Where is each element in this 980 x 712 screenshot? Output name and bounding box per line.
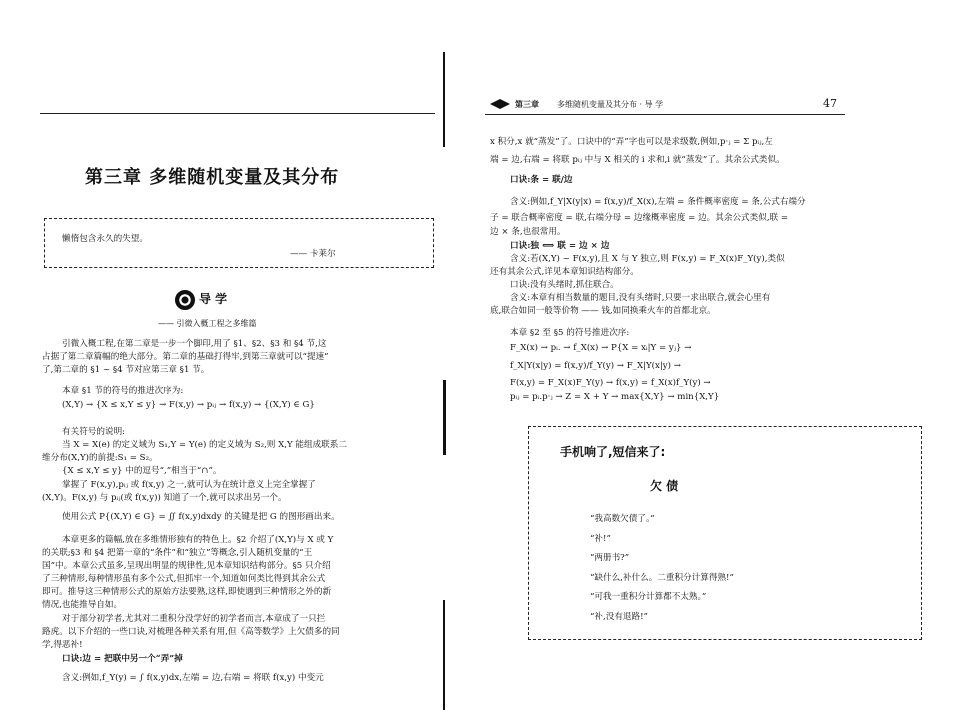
mnemonic-line: 口诀:边 = 把联中另一个“弄”掉 — [62, 654, 183, 664]
text-line: 还有其余公式,详见本章知识结构部分。 — [490, 267, 639, 277]
formula-line: (X,Y) → {X ≤ x,Y ≤ y} → F(x,y) → pᵢⱼ → f(x,y) → {(X,Y) ∈ G} — [62, 400, 315, 410]
formula-line: F(x,y) = F_X(x)F_Y(y) → f(x,y) = f_X(x)f_Y(y) → — [510, 378, 711, 388]
text-line: 占据了第二章篇幅的绝大部分。第二章的基础打得牢,到第三章就可以“提速” — [42, 352, 329, 362]
sms-subtitle: 欠 债 — [650, 479, 679, 493]
text-line: (X,Y)。F(x,y) 与 pᵢⱼ(或 f(x,y)) 知道了一个,就可以求出另一个。 — [42, 493, 287, 503]
text-line: 底,联合如同一般等价物 —— 钱,如同换乘火车的首都北京。 — [490, 306, 716, 316]
text-line: 的关联;§3 和 §4 把第一章的“条件”和“独立”等概念,引人随机变量的“王 — [42, 548, 313, 558]
guide-heading: 导 学 — [199, 292, 228, 306]
text-line: x 积分,x 就“蒸发”了。口诀中的“弄”字也可以是求级数,例如,p·ⱼ = Σ pᵢⱼ,左 — [490, 137, 773, 147]
text-line: 本章 §1 节的符号的推进次序为: — [62, 386, 184, 396]
text-line: 了三种情形,每种情形虽有多个公式,但抓牢一个,知道如何类比得到其余公式 — [42, 574, 326, 584]
header-title: 多维随机变量及其分布 · 导 学 — [557, 100, 664, 109]
sms-line: “两册书?” — [590, 553, 630, 563]
right-page — [445, 0, 980, 712]
text-line: 学,得恶补! — [42, 640, 83, 650]
sms-title: 手机响了,短信来了: — [560, 445, 666, 459]
text-line: 维分布(X,Y)的前提:S₁ = S₂。 — [42, 453, 158, 463]
top-rule — [40, 113, 435, 114]
graduation-cap-icon — [490, 99, 510, 109]
formula-line: f_X|Y(x|y) = f(x,y)/f_Y(y) → F_X|Y(x|y) → — [510, 361, 681, 371]
mnemonic-line: 口诀:独 ⟺ 联 = 边 × 边 — [510, 241, 610, 251]
text-line: 使用公式 P{(X,Y) ∈ G} = ∬ f(x,y)dxdy 的关键是把 G 的图形画出来。 — [62, 512, 340, 522]
text-line: 口诀:没有头绪时,抓住联合。 — [510, 280, 619, 290]
text-line: 本章 §2 至 §5 的符号推进次序: — [510, 328, 630, 338]
mnemonic-line: 口诀:条 = 联/边 — [510, 175, 573, 185]
formula-line: F_X(x) → pᵢ. → f_X(x) → P{X = xᵢ|Y = yⱼ} → — [510, 343, 692, 353]
sms-line: “缺什么,补什么。二重积分计算得熟!” — [590, 573, 734, 583]
text-line: {X ≤ x,Y ≤ y} 中的逗号“,”相当于“∩”。 — [62, 466, 222, 476]
page-number: 47 — [823, 97, 837, 110]
text-line: 国”中。本章公式虽多,呈现出明显的规律性,见本章知识结构部分。§5 只介绍 — [42, 561, 331, 571]
header-rule — [485, 114, 845, 115]
sms-line: “补,没有退路!” — [590, 612, 648, 622]
text-line: 含义:本章有相当数量的题目,没有头绪时,只要一求出联合,就会心里有 — [510, 293, 771, 303]
sms-line: “可我一重积分计算都不太熟。” — [590, 592, 707, 602]
text-line: 含义:若(X,Y) ~ F(x,y),且 X 与 Y 独立,则 F(x,y) = F_X(x)F_Y(y),类似 — [510, 254, 785, 264]
sms-line: “补!” — [590, 534, 611, 544]
text-line: 当 X = X(e) 的定义域为 S₁,Y = Y(e) 的定义域为 S₂,则 X,Y 能组成联系二 — [62, 440, 347, 450]
sms-line: “我高数欠债了。” — [590, 514, 655, 524]
text-line: 含义:例如,f_Y|X(y|x) = f(x,y)/f_X(x),左端 = 条件概率密度 = 条,公式右端分 — [510, 197, 806, 207]
compass-icon — [175, 290, 195, 310]
text-line: 引微入概工程,在第二章是一步一个脚印,用了 §1、§2、§3 和 §4 节,这 — [62, 339, 327, 349]
epigraph-text: 懒惰包含永久的失望。 — [62, 234, 148, 244]
text-line: 了,第二章的 §1 ~ §4 节对应第三章 §1 节。 — [42, 365, 210, 375]
text-line: 端 = 边,右端 = 将联 pᵢⱼ 中与 X 相关的 i 求和,i 就“蒸发”了。其余公式类似。 — [490, 155, 785, 165]
header-chapter: 第三章 — [515, 99, 539, 109]
text-line: 本章更多的篇幅,放在多维情形独有的特色上。§2 介绍了(X,Y)与 X 或 Y — [62, 535, 334, 545]
text-line: 情况,也能推导自如。 — [42, 600, 123, 610]
text-line: 边 × 条,也很常用。 — [490, 227, 566, 237]
text-line: 有关符号的说明: — [62, 427, 126, 437]
chapter-title: 第三章 多维随机变量及其分布 — [85, 167, 340, 188]
guide-subtitle: —— 引微入概工程之多维篇 — [158, 319, 257, 328]
text-line: 路虎。以下介绍的一些口诀,对梳理各种关系有用,但《高等数学》上欠债多的同 — [42, 627, 340, 637]
text-line: 含义:例如,f_Y(y) = ∫ f(x,y)dx,左端 = 边,右端 = 将联 f(x,y) 中变元 — [62, 673, 324, 683]
text-line: 即可。推导这三种情形公式的原始方法要熟,这样,即使遇到三种情形之外的新 — [42, 587, 332, 597]
left-page — [0, 0, 440, 712]
text-line: 子 = 联合概率密度 = 联,右端分母 = 边缘概率密度 = 边。其余公式类似,联 = — [490, 213, 789, 223]
text-line: 对于部分初学者,尤其对二重积分没学好的初学者而言,本章成了一只拦 — [62, 614, 326, 624]
text-line: 掌握了 F(x,y),pᵢⱼ 或 f(x,y) 之一,就可认为在统计意义上完全掌握了 — [62, 480, 316, 490]
formula-line: pᵢⱼ = pᵢ.p·ⱼ → Z = X + Y → max{X,Y} → min{X,Y} — [510, 392, 720, 402]
epigraph-author: —— 卡莱尔 — [290, 249, 336, 259]
